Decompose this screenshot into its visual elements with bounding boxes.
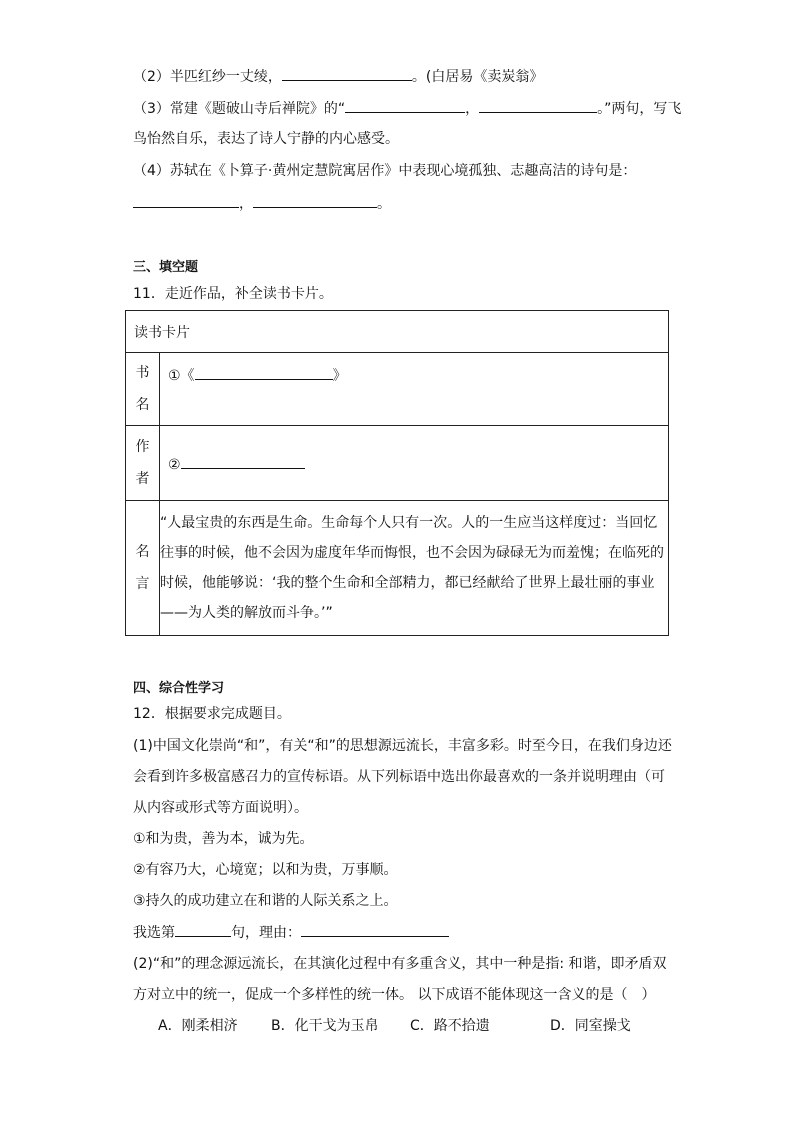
card-label-title-char2: 名: [135, 397, 150, 413]
card-label-author: [126, 426, 160, 501]
q10-item4-blank-1[interactable]: [133, 193, 239, 208]
card-author-marker: ②: [168, 457, 181, 473]
q12-part1-line1: (1)中国文化崇尚“和”，有关“和”的思想源远流长，丰富多彩。时至今日，在我们身边还: [133, 738, 672, 754]
q10-item2-prefix: （2）半匹红纱一丈绫，: [133, 69, 282, 85]
option-b[interactable]: B．化干戈为玉帛: [271, 1018, 379, 1034]
q10-item3-suffix: 。”两句，写飞: [597, 101, 682, 117]
q12-part2-line1: (2)“和”的理念源远流长，在其演化过程中有多重含义，其中一种是指: 和谐，即矛盾双: [133, 956, 667, 972]
card-label-author-char1: 作: [135, 439, 150, 455]
q10-item4-end: 。: [377, 196, 391, 212]
q10-item4-blanks: [133, 193, 391, 214]
card-row-title: [126, 353, 669, 426]
slogan-1: ①和为贵，善为本，诚为先。: [133, 831, 314, 847]
card-author-cell: [160, 426, 669, 501]
section-4-title: 四、综合性学习: [133, 681, 225, 696]
choice-prefix: 我选第: [133, 925, 175, 941]
card-title-close: 》: [332, 368, 347, 384]
card-label-author-char2: 者: [135, 471, 150, 487]
slogan-3: ③持久的成功建立在和谐的人际关系之上。: [133, 893, 398, 909]
q12-part1-line3: 从内容或形式等方面说明）。: [133, 800, 308, 816]
card-title-marker: ①《: [168, 368, 195, 384]
section-3-title: 三、填空题: [133, 260, 199, 275]
q10-item3-continuation: 鸟怡然自乐，表达了诗人宁静的内心感受。: [133, 131, 399, 147]
card-header-row: [126, 311, 669, 353]
card-label-title-char1: 书: [135, 365, 150, 381]
card-label-quote: [126, 501, 160, 636]
q10-item3-blank-1[interactable]: [345, 98, 465, 113]
card-title-cell: [160, 353, 669, 426]
card-author-blank[interactable]: [181, 454, 305, 469]
q12-part1-line2: 会看到许多极富感召力的宣传标语。从下列标语中选出你最喜欢的一条并说明理由（可: [133, 769, 665, 785]
choice-mid: 句，理由：: [231, 925, 301, 941]
q10-item3: [133, 98, 681, 119]
q11-stem: 11．走近作品，补全读书卡片。: [133, 286, 333, 302]
choice-number-blank[interactable]: [175, 922, 231, 937]
q10-item2-suffix: 。(白居易《卖炭翁》: [411, 69, 544, 85]
q10-item3-mid: ，: [465, 101, 480, 117]
option-a[interactable]: A．刚柔相济: [158, 1018, 238, 1034]
card-label-quote-char1: 名: [135, 544, 150, 560]
reading-card-table: [125, 310, 669, 636]
choice-reason-blank[interactable]: [301, 922, 449, 937]
card-row-quote: [126, 501, 669, 636]
q12-stem: 12．根据要求完成题目。: [133, 706, 291, 722]
q10-item4-blank-2[interactable]: [253, 193, 377, 208]
q10-item4-mid: ，: [239, 196, 253, 212]
q10-item3-prefix: （3）常建《题破山寺后禅院》的“: [133, 101, 346, 117]
q10-item2-blank[interactable]: [282, 66, 412, 81]
q10-item4: （4）苏轼在《卜算子·黄州定慧院寓居作》中表现心境孤独、志趣高洁的诗句是：: [133, 163, 637, 179]
card-header: 读书卡片: [126, 311, 669, 353]
option-c[interactable]: C．路不拾遗: [410, 1018, 490, 1034]
q10-item2: [133, 66, 543, 87]
card-label-quote-char2: 言: [135, 576, 150, 592]
option-d[interactable]: D．同室操戈: [550, 1018, 631, 1034]
card-label-title: [126, 353, 160, 426]
slogan-2: ②有容乃大，心境宽；以和为贵，万事顺。: [133, 862, 398, 878]
q12-options: [158, 1016, 631, 1036]
card-title-blank[interactable]: [195, 365, 333, 380]
q12-choice-line: [133, 922, 449, 943]
q12-part2-line2: 方对立中的统一，促成一个多样性的统一体。 以下成语不能体现这一含义的是（ ）: [133, 987, 656, 1003]
q10-item3-blank-2[interactable]: [479, 98, 597, 113]
card-row-author: [126, 426, 669, 501]
card-quote: “人最宝贵的东西是生命。生命每个人只有一次。人的一生应当这样度过：当回忆往事的时候，他不会因为虚度年华而悔恨，也不会因为碌碌无为而羞愧；在临死的时候，他能够说：‘我的整个生命和全部精力，都已经献给了世界上最壮丽的事业——为人类的解放而斗争。’”: [160, 501, 669, 636]
